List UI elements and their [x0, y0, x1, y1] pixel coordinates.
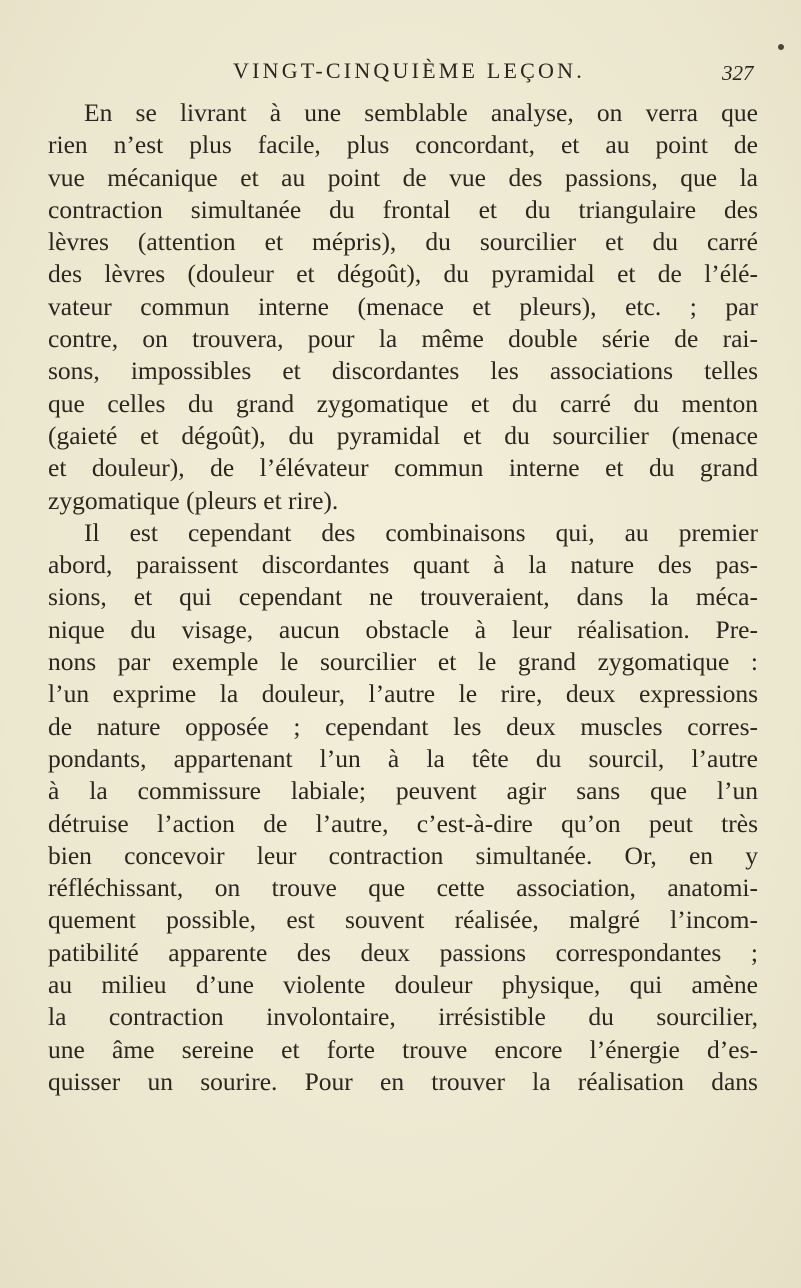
text-line: contre, on trouvera, pour la même double série de rai-	[48, 324, 758, 354]
text-line: (gaieté et dégoût), du pyramidal et du sourcilier (menace	[48, 420, 758, 450]
running-title: VINGT-CINQUIÈME LEÇON.	[233, 58, 585, 83]
text-line: sions, et qui cependant ne trouveraient, dans la méca-	[48, 582, 758, 612]
text-line: nons par exemple le sourcilier et le grand zygomatique :	[48, 647, 758, 677]
corner-dot-mark	[778, 44, 784, 50]
running-head	[0, 54, 801, 88]
text-line: sons, impossibles et discordantes les associations telles	[48, 356, 758, 386]
text-line: nique du visage, aucun obstacle à leur réalisation. Pre-	[48, 614, 758, 644]
text-line: rien n’est plus facile, plus concordant, et au point de	[48, 130, 758, 160]
text-line: détruise l’action de l’autre, c’est-à-dire qu’on peut très	[48, 808, 758, 838]
text-line: pondants, appartenant l’un à la tête du sourcil, l’autre	[48, 743, 758, 773]
text-line: et douleur), de l’élévateur commun interne et du grand	[48, 453, 758, 483]
text-line: une âme sereine et forte trouve encore l’énergie d’es-	[48, 1034, 758, 1064]
page-number: 327	[722, 61, 754, 85]
text-line: vateur commun interne (menace et pleurs), etc. ; par	[48, 291, 758, 321]
text-line: quisser un sourire. Pour en trouver la réalisation dans	[48, 1066, 758, 1096]
text-line: au milieu d’une violente douleur physique, qui amène	[48, 970, 758, 1000]
text-line: réfléchissant, on trouve que cette association, anatomi-	[48, 873, 758, 903]
text-line: quement possible, est souvent réalisée, malgré l’incom-	[48, 905, 758, 935]
text-line: zygomatique (pleurs et rire).	[48, 485, 339, 515]
text-line: de nature opposée ; cependant les deux muscles corres-	[48, 711, 758, 741]
text-line: patibilité apparente des deux passions correspondantes ;	[48, 937, 758, 967]
text-line: contraction simultanée du frontal et du triangulaire des	[48, 194, 758, 224]
text-line: lèvres (attention et mépris), du sourcilier et du carré	[48, 227, 758, 257]
text-line: vue mécanique et au point de vue des passions, que la	[48, 162, 758, 192]
text-line: Il est cependant des combinaisons qui, au premier	[84, 517, 758, 547]
text-line: à la commissure labiale; peuvent agir sans que l’un	[48, 776, 758, 806]
text-line: que celles du grand zygomatique et du carré du menton	[48, 388, 758, 418]
text-line: bien concevoir leur contraction simultanée. Or, en y	[48, 840, 758, 870]
text-line: des lèvres (douleur et dégoût), du pyramidal et de l’élé-	[48, 259, 758, 289]
text-line: l’un exprime la douleur, l’autre le rire, deux expressions	[48, 679, 758, 709]
text-line: la contraction involontaire, irrésistible du sourcilier,	[48, 1002, 758, 1032]
text-line: En se livrant à une semblable analyse, on verra que	[84, 98, 758, 127]
body-text	[48, 97, 758, 1098]
text-line: abord, paraissent discordantes quant à la nature des pas-	[48, 550, 758, 580]
